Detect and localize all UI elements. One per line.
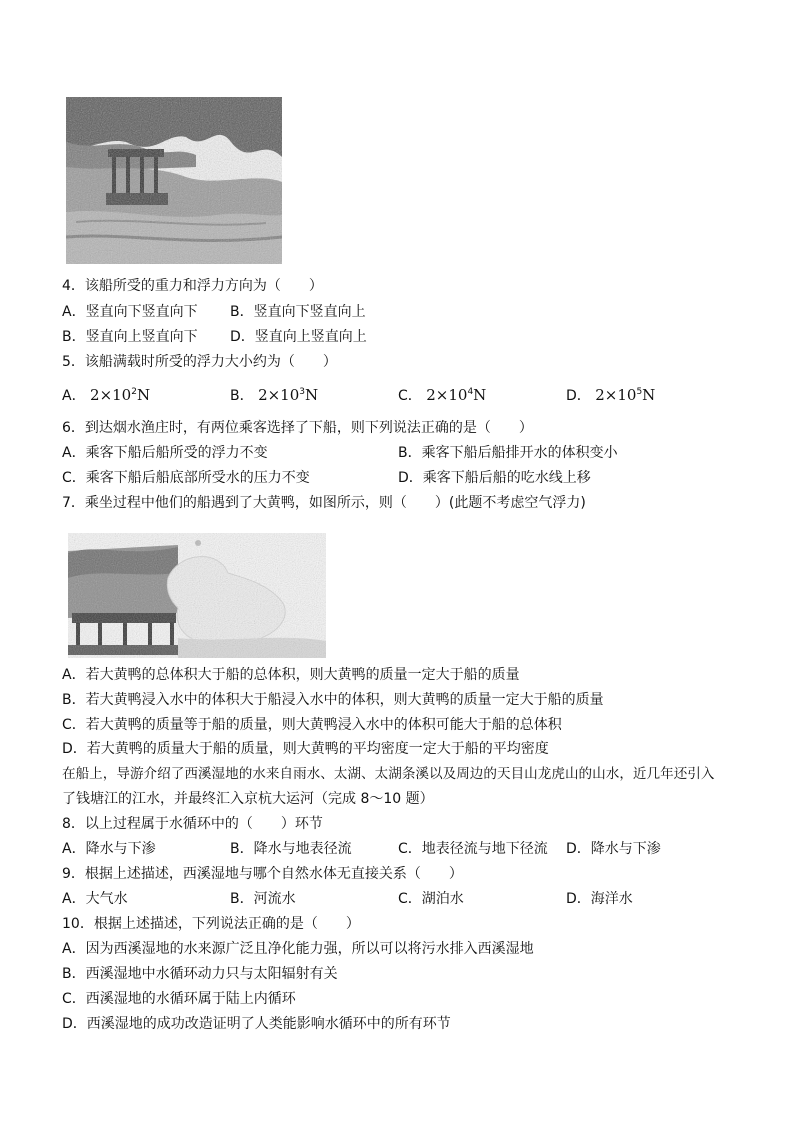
q10-stem: 10．根据上述描述，下列说法正确的是（ ） <box>62 916 360 932</box>
q7-option-c[interactable]: C．若大黄鸭的质量等于船的质量，则大黄鸭浸入水中的体积可能大于船的总体积 <box>62 717 562 733</box>
q8-option-b[interactable]: B．降水与地表径流 <box>230 841 352 857</box>
yellow-duck-photo <box>68 533 326 658</box>
boat-photo-drawing <box>66 97 282 264</box>
q5-option-d-exp: 5 <box>636 387 643 397</box>
q9-option-c[interactable]: C．湖泊水 <box>398 891 464 907</box>
q5-option-a-letter: A． <box>62 388 86 404</box>
q6-stem: 6．到达烟水渔庄时，有两位乘客选择了下船，则下列说法正确的是（ ） <box>62 420 533 436</box>
q8-stem: 8．以上过程属于水循环中的（ ）环节 <box>62 816 323 832</box>
q10-option-a[interactable]: A．因为西溪湿地的水来源广泛且净化能力强，所以可以将污水排入西溪湿地 <box>62 941 534 957</box>
q4-option-a[interactable]: A．竖直向下竖直向下 <box>62 304 198 320</box>
q5-option-c-unit: N <box>473 386 487 404</box>
q6-option-c[interactable]: C．乘客下船后船底部所受水的压力不变 <box>62 470 310 486</box>
q5-option-a[interactable] <box>62 385 150 406</box>
q4-stem: 4．该船所受的重力和浮力方向为（ ） <box>62 278 323 294</box>
yellow-duck-photo-drawing <box>68 533 326 658</box>
q5-option-d-letter: D． <box>566 388 591 404</box>
q5-option-c-exp: 4 <box>467 387 474 397</box>
boat-photo <box>66 97 282 264</box>
q4-option-b[interactable]: B．竖直向下竖直向上 <box>230 304 366 320</box>
q5-option-a-coef: 2×10 <box>90 386 132 404</box>
q5-option-c[interactable] <box>398 385 486 406</box>
q5-option-b-unit: N <box>305 386 319 404</box>
q9-option-a[interactable]: A．大气水 <box>62 891 128 907</box>
q5-option-c-letter: C． <box>398 388 422 404</box>
q7-stem: 7．乘坐过程中他们的船遇到了大黄鸭，如图所示，则（ ）(此题不考虑空气浮力) <box>62 495 586 511</box>
q9-stem: 9．根据上述描述，西溪湿地与哪个自然水体无直接关系（ ） <box>62 866 463 882</box>
q5-stem: 5．该船满载时所受的浮力大小约为（ ） <box>62 354 337 370</box>
q5-option-d[interactable] <box>566 385 655 406</box>
q5-option-b-exp: 3 <box>299 387 305 397</box>
q9-option-d[interactable]: D．海洋水 <box>566 891 633 907</box>
q10-option-c[interactable]: C．西溪湿地的水循环属于陆上内循环 <box>62 991 296 1007</box>
q9-option-b[interactable]: B．河流水 <box>230 891 296 907</box>
q5-option-a-unit: N <box>136 386 151 404</box>
q8-option-a[interactable]: A．降水与下渗 <box>62 841 156 857</box>
q10-option-d[interactable]: D．西溪湿地的成功改造证明了人类能影响水循环中的所有环节 <box>62 1016 451 1032</box>
q4-option-b-second[interactable]: B．竖直向上竖直向下 <box>62 329 198 345</box>
q8-option-c[interactable]: C．地表径流与地下径流 <box>398 841 548 857</box>
q7-option-d[interactable]: D．若大黄鸭的质量大于船的质量，则大黄鸭的平均密度一定大于船的平均密度 <box>62 741 549 757</box>
q4-option-d[interactable]: D．竖直向上竖直向上 <box>230 329 367 345</box>
q5-option-a-exp: 2 <box>131 387 137 397</box>
q5-option-b[interactable] <box>230 385 318 406</box>
q7-option-b[interactable]: B．若大黄鸭浸入水中的体积大于船浸入水中的体积，则大黄鸭的质量一定大于船的质量 <box>62 692 604 708</box>
passage-line-2: 了钱塘江的江水，并最终汇入京杭大运河（完成 8～10 题） <box>62 791 434 807</box>
q6-option-b[interactable]: B．乘客下船后船排开水的体积变小 <box>398 445 618 461</box>
q5-option-d-coef: 2×10 <box>595 386 637 404</box>
q5-option-b-letter: B． <box>230 388 254 404</box>
q10-option-b[interactable]: B．西溪湿地中水循环动力只与太阳辐射有关 <box>62 966 338 982</box>
q7-option-a[interactable]: A．若大黄鸭的总体积大于船的总体积，则大黄鸭的质量一定大于船的质量 <box>62 667 520 683</box>
q6-option-a[interactable]: A．乘客下船后船所受的浮力不变 <box>62 445 268 461</box>
q6-option-d[interactable]: D．乘客下船后船的吃水线上移 <box>398 470 591 486</box>
q8-option-d[interactable]: D．降水与下渗 <box>566 841 661 857</box>
q5-option-b-coef: 2×10 <box>258 386 300 404</box>
passage-line-1: 在船上，导游介绍了西溪湿地的水来自雨水、太湖、太湖条溪以及周边的天目山龙虎山的山水，近几年还引入 <box>62 766 715 782</box>
q5-option-d-unit: N <box>642 386 656 404</box>
q5-option-c-coef: 2×10 <box>426 386 468 404</box>
